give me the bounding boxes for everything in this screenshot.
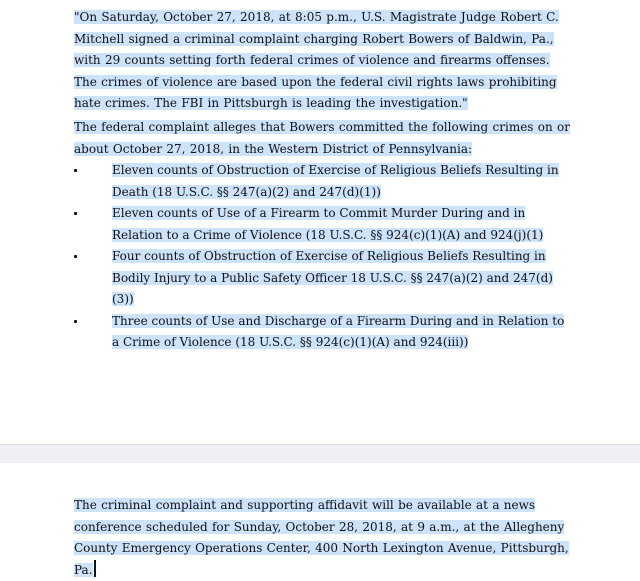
list-item[interactable]	[74, 160, 574, 203]
list-item[interactable]	[74, 246, 574, 311]
list-item[interactable]	[74, 203, 574, 246]
list-item-text: Eleven counts of Use of a Firearm to Commit Murder During and in Relation to a Crime of Violence (18 U.S.C. §§ 924(c)(1)(A) and 924(j)(1)	[112, 206, 544, 242]
complaint-intro-text: The federal complaint alleges that Bowers committed the following crimes on or about October 27, 2018, in the Western District of Pennsylvania:	[74, 120, 570, 156]
text-cursor	[94, 560, 96, 577]
complaint-intro-paragraph[interactable]	[74, 117, 574, 160]
news-conference-text: The criminal complaint and supporting affidavit will be available at a news conference scheduled for Sunday, October 28, 2018, at 9 a.m., at the Allegheny County Emergency Operations Center, 400 North Lexington Avenue, Pittsburgh, Pa.	[74, 498, 569, 577]
list-item[interactable]	[74, 311, 574, 354]
news-conference-paragraph[interactable]	[74, 495, 574, 581]
bullet-icon	[74, 212, 77, 215]
list-item-text: Four counts of Obstruction of Exercise of Religious Beliefs Resulting in Bodily Injury to a Public Safety Officer 18 U.S.C. §§ 247(a)(2) and 247(d)(3))	[112, 249, 553, 306]
list-item-text: Three counts of Use and Discharge of a Firearm During and in Relation to a Crime of Violence (18 U.S.C. §§ 924(c)(1)(A) and 924(iii))	[112, 313, 565, 349]
quote-paragraph[interactable]	[74, 7, 574, 115]
bullet-icon	[74, 169, 77, 172]
page-break	[0, 444, 640, 464]
bullet-icon	[74, 255, 77, 258]
charges-list	[74, 160, 574, 354]
quote-paragraph-text: "On Saturday, October 27, 2018, at 8:05 p.m., U.S. Magistrate Judge Robert C. Mitchell signed a criminal complaint charging Robert Bowers of Baldwin, Pa., with 29 counts setting forth federal crimes of violence and firearms offenses. The crimes of violence are based upon the federal civil rights laws prohibiting hate crimes. The FBI in Pittsburgh is leading the investigation."	[74, 10, 559, 110]
list-item-text: Eleven counts of Obstruction of Exercise of Religious Beliefs Resulting in Death (18 U.S.C. §§ 247(a)(2) and 247(d)(1))	[112, 163, 559, 199]
bullet-icon	[74, 320, 77, 323]
